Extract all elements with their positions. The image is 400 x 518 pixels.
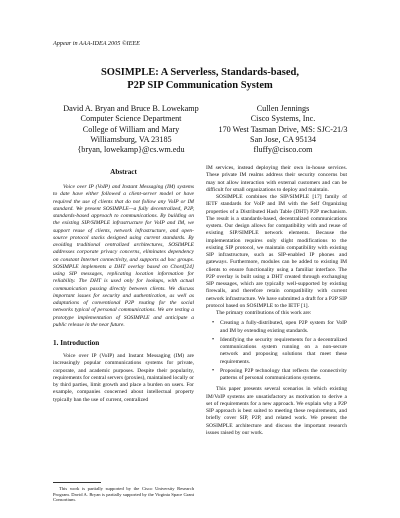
- author-department: Computer Science Department: [80, 114, 182, 124]
- paragraph: This paper presents several scenarios in which existing IM/VoIP systems are unsatisfactory as motivation to derive a set of requirements for a new approach. We explain why a P2P SIP approach is best suited to meeting these requirements, and briefly cover SIP, P2P, and related work. We present the SOSIMPLE architecture and discuss the important research issues raised by our work.: [206, 386, 347, 436]
- author-organization: College of William and Mary: [82, 124, 180, 134]
- contributions-list: [206, 320, 347, 382]
- intro-paragraph: Voice over IP (VoIP) and Instant Messaging (IM) are increasingly popular communications systems for private, corporate, and academic purposes. Despite their popularity, requirements for central servers (proxies), maintained locally or by third parties, limit growth and place a burden on users. For example, companies concerned about intellectual property typically ban the use of current, centralized: [53, 353, 194, 403]
- paragraph: IM services, instead deploying their own in-house services. These private IM realms address their security concerns but may not allow interaction with external customers and can be difficult for small organizations to deploy and maintain.: [206, 165, 347, 193]
- author-city: Williamsburg, VA 23185: [90, 134, 172, 144]
- author-address: 170 West Tasman Drive, MS: SJC-21/3: [218, 124, 348, 134]
- list-item: • Proposing P2P technology that reflects the connectivity patterns of personal communications systems.: [220, 368, 347, 383]
- title-line-2: P2P SIP Communication System: [127, 80, 273, 91]
- author-city: San Jose, CA 95134: [250, 134, 316, 144]
- author-block-wm: [56, 104, 206, 155]
- left-column: [53, 168, 194, 404]
- footnote-text: This work is partially supported by the Cisco University Research Program. David A. Bryan is partially supported by the Virginia Space Grant Consortium.: [53, 486, 194, 503]
- author-names: David A. Bryan and Bruce B. Lowekamp: [63, 104, 199, 113]
- author-email: {bryan, lowekamp}@cs.wm.edu: [77, 145, 185, 155]
- abstract-text: Voice over IP (VoIP) and Instant Messaging (IM) systems to date have either followed a client-server model or have required the use of clients that do not follow any VoIP or IM standard. We present SOSIMPLE—a fully decentralized, P2P, standards-based approach to communications. By building on the existing SIP/SIMPLE infrastructure for VoIP and IM, we support reuse of clients, network infrastructure, and open-source protocol stacks designed using current standards. By avoiding traditional centralized architectures, SOSIMPLE addresses corporate privacy concerns, eliminates dependency on constant Internet connectivity, and supports ad hoc groups. SOSIMPLE implements a DHT overlay based on Chord[24] using SIP messages, replicating location information for reliability. The DHT is used only for lookups, with actual communication passing directly between clients. We discuss important issues for security and authentication, as well as adaptations of conventional P2P routing for the social networks typical of personal communications. We are testing a prototype implementation of SOSIMPLE and anticipate a public release in the near future.: [53, 184, 194, 328]
- intro-heading: 1. Introduction: [53, 339, 100, 347]
- author-email: fluffy@cisco.com: [253, 145, 313, 155]
- paper-title: [60, 66, 340, 92]
- list-item: • Identifying the security requirements for a decentralized communications system running on a non-secure network and proposing solutions that meet these requirements.: [220, 337, 347, 366]
- paragraph: SOSIMPLE combines the SIP/SIMPLE [17] family of IETF standards for VoIP and IM with the Self Organizing properties of a Distributed Hash Table (DHT) P2P mechanism. The result is a standards-based, decentralized communications system. Our design allows for compatibility with and reuse of existing SIP/SIMPLE network elements. Because the implementation requires only slight modifications to the existing SIP protocol, we maintain compatibility with existing SIP infrastructure, such as SIP-enabled IP phones and gateways. Furthermore, modules can be added to existing IM clients to ensure functionality using a familiar interface. The P2P overlay is built using a DHT created through exchanging SIP messages, which are typically well-supported by existing firewalls, and therefore retain compatibility with current network infrastructure. We have submitted a draft for a P2P SIP protocol based on SOSIMPLE to the IETF [1].: [206, 194, 347, 309]
- footnote: [53, 482, 194, 503]
- abstract-section: [53, 168, 194, 329]
- footnote-rule: [53, 482, 101, 483]
- right-column: [206, 165, 347, 437]
- author-organization: Cisco Systems, Inc.: [250, 114, 316, 124]
- author-names: Cullen Jennings: [256, 104, 310, 113]
- title-line-1: SOSIMPLE: A Serverless, Standards-based,: [100, 67, 300, 78]
- paragraph: The primary contributions of this work are:: [216, 310, 312, 316]
- abstract-heading: Abstract: [110, 168, 137, 176]
- author-block-cisco: [208, 104, 358, 155]
- venue-note: Appear in AAA-IDEA 2005 ©IEEE: [53, 40, 140, 47]
- intro-section: [53, 339, 194, 404]
- list-item: • Creating a fully-distributed, open P2P system for VoIP and IM by extending existing standards.: [220, 320, 347, 335]
